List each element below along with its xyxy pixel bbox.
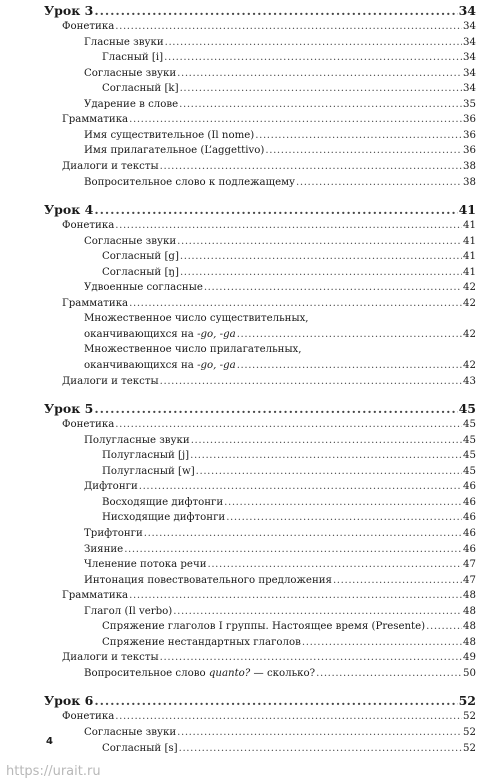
toc-entry xyxy=(84,328,476,342)
dot-leader xyxy=(173,605,462,619)
toc-entry-title: Фонетика xyxy=(62,711,115,723)
toc-entry-title: Полугласный [w] xyxy=(102,465,195,477)
toc-page-number: 52 xyxy=(463,727,476,738)
dot-leader xyxy=(204,281,462,295)
dot-leader xyxy=(94,693,457,709)
toc-page-number: 52 xyxy=(463,742,476,754)
dot-leader xyxy=(164,51,462,65)
toc-entry xyxy=(84,527,476,541)
toc-entry xyxy=(62,418,476,432)
toc-entry xyxy=(62,160,476,174)
toc-page-number: 46 xyxy=(463,527,476,539)
toc-entry-title: Фонетика xyxy=(62,21,115,32)
toc-entry-title: Спряжение нестандартных глаголов xyxy=(102,636,301,648)
toc-entry xyxy=(102,465,476,479)
toc-entry-title: Гласный [i] xyxy=(102,52,164,64)
dot-leader xyxy=(94,202,457,218)
toc-entry xyxy=(84,36,476,50)
toc-entry-title: Фонетика xyxy=(62,419,115,431)
dot-leader xyxy=(226,511,462,525)
toc-entry xyxy=(102,511,476,525)
toc-page-number: 41 xyxy=(463,266,476,278)
dot-leader xyxy=(180,266,462,280)
toc-entry-title: Согласные звуки xyxy=(84,67,177,79)
toc-page-number: 41 xyxy=(463,220,476,232)
toc-entry-title: Восходящие дифтонги xyxy=(102,496,224,508)
toc-entry xyxy=(62,651,476,665)
dot-leader xyxy=(115,418,462,432)
toc-entry-title: Имя прилагательное (L’aggettivo) xyxy=(84,145,265,157)
toc-page-number: 34 xyxy=(463,36,476,48)
toc-entry-title: Фонетика xyxy=(62,220,115,232)
dot-leader xyxy=(190,449,462,463)
toc-page-number: 48 xyxy=(463,636,476,648)
toc-entry xyxy=(84,176,476,190)
toc-page-number: 42 xyxy=(463,360,476,371)
toc-page-number: 42 xyxy=(463,297,476,309)
toc-entry-title: Диалоги и тексты xyxy=(62,375,159,387)
toc-entry xyxy=(102,742,476,756)
toc-entry xyxy=(84,558,476,572)
dot-leader xyxy=(160,651,462,665)
toc-entry-first-line: Множественное число прилагательных, xyxy=(84,344,302,356)
toc-entry xyxy=(62,375,476,389)
toc-page-number: 46 xyxy=(463,481,476,493)
toc-entry-title: Зияние xyxy=(84,543,124,555)
dot-leader xyxy=(115,710,462,724)
toc-page-number: 36 xyxy=(463,114,476,126)
dot-leader xyxy=(255,129,462,143)
toc-lesson-heading xyxy=(44,401,476,417)
toc-entry xyxy=(84,574,476,588)
toc-entry-title: Трифтонги xyxy=(84,527,143,539)
toc-page-number: 45 xyxy=(463,450,476,462)
dot-leader xyxy=(237,328,462,342)
dot-leader xyxy=(302,636,462,650)
dot-leader xyxy=(129,297,462,311)
toc-lesson-title: Урок 6 xyxy=(44,693,94,709)
toc-entry xyxy=(102,620,476,634)
toc-entry xyxy=(102,250,476,264)
dot-leader xyxy=(129,113,462,127)
toc-entry-title: Глагол (Il verbo) xyxy=(84,605,173,617)
toc-entry-title: Имя существительное (Il nome) xyxy=(84,129,255,141)
toc-entry-title: Согласный [s] xyxy=(102,742,178,754)
dot-leader xyxy=(160,375,462,389)
toc-entry xyxy=(102,82,476,96)
toc-page-number: 34 xyxy=(463,67,476,79)
toc-entry-title: Согласные звуки xyxy=(84,235,177,247)
toc-page-number: 46 xyxy=(463,496,476,508)
toc-entry xyxy=(102,51,476,65)
toc-page-number: 34 xyxy=(463,52,476,64)
toc-page-number: 46 xyxy=(463,512,476,524)
dot-leader xyxy=(180,82,462,96)
dot-leader xyxy=(316,667,462,681)
toc-lesson-title: Урок 5 xyxy=(44,401,94,417)
toc-entry-first-line: Множественное число существительных, xyxy=(84,313,309,325)
toc-lesson-title: Урок 4 xyxy=(44,202,94,218)
dot-leader xyxy=(124,543,462,557)
toc-page-number: 36 xyxy=(463,145,476,157)
toc-page-number: 43 xyxy=(463,375,476,387)
toc-entry xyxy=(62,113,476,127)
toc-entry xyxy=(62,710,476,724)
toc-entry xyxy=(84,98,476,112)
toc-entry xyxy=(102,636,476,650)
toc-entry-title: Нисходящие дифтонги xyxy=(102,512,226,524)
toc-entry xyxy=(84,281,476,295)
toc-entry xyxy=(84,543,476,557)
toc-entry xyxy=(62,589,476,603)
toc-page-number: 46 xyxy=(463,543,476,555)
toc-page-number: 38 xyxy=(463,176,476,188)
toc-entry xyxy=(84,129,476,143)
toc-entry-title: Членение потока речи xyxy=(84,559,207,571)
toc-entry-title: Вопросительное слово quanto? — сколько? xyxy=(84,667,316,679)
toc-page-number: 35 xyxy=(463,98,476,110)
dot-leader xyxy=(333,574,462,588)
toc-entry-title: Диалоги и тексты xyxy=(62,160,159,172)
dot-leader xyxy=(94,401,457,417)
toc-page-number: 45 xyxy=(463,419,476,431)
toc-entry xyxy=(84,235,476,249)
dot-leader xyxy=(224,496,462,510)
toc-entry-title: Согласный [k] xyxy=(102,83,179,95)
toc-entry-title: Гласные звуки xyxy=(84,36,164,48)
dot-leader xyxy=(196,465,462,479)
dot-leader xyxy=(115,219,462,233)
toc-entry xyxy=(62,297,476,311)
toc-entry xyxy=(62,20,476,34)
toc-page-number: 48 xyxy=(463,621,476,633)
toc-entry xyxy=(62,219,476,233)
toc-entry-title: Полугласный [j] xyxy=(102,450,190,462)
toc-lesson-title: Урок 3 xyxy=(44,3,94,18)
dot-leader xyxy=(179,98,462,112)
toc-lesson-heading xyxy=(44,202,476,218)
dot-leader xyxy=(115,20,462,34)
toc-entry-title: Дифтонги xyxy=(84,481,138,493)
toc-entry xyxy=(84,434,476,448)
toc-page-number: 45 xyxy=(463,434,476,446)
toc-entry-title: Вопросительное слово к подлежащему xyxy=(84,176,296,188)
toc-entry-title: оканчивающихся на -go, -ga xyxy=(84,328,236,340)
dot-leader xyxy=(296,176,462,190)
toc-lesson-heading xyxy=(44,693,476,709)
dot-leader xyxy=(94,3,457,19)
toc-entry-title: Интонация повествовательного предложения xyxy=(84,574,332,586)
dot-leader xyxy=(179,742,462,756)
dot-leader xyxy=(144,527,462,541)
toc-entry-title: Согласные звуки xyxy=(84,727,177,738)
dot-leader xyxy=(265,144,462,158)
toc-entry-title: Спряжение глаголов I группы. Настоящее время (Presente) xyxy=(102,621,426,633)
toc-entry-title: оканчивающихся на -go, -ga xyxy=(84,360,236,371)
toc-page-number: 50 xyxy=(463,667,476,679)
dot-leader xyxy=(129,589,462,603)
dot-leader xyxy=(177,726,462,740)
dot-leader xyxy=(139,480,462,494)
dot-leader xyxy=(180,250,462,264)
toc-entry xyxy=(102,496,476,510)
dot-leader xyxy=(160,160,462,174)
toc-page-number: 47 xyxy=(463,574,476,586)
toc-page-number: 34 xyxy=(463,21,476,32)
toc-entry-title: Диалоги и тексты xyxy=(62,652,159,664)
toc-entry xyxy=(102,449,476,463)
toc-entry-title: Грамматика xyxy=(62,297,129,309)
toc-entry-title: Грамматика xyxy=(62,114,129,126)
dot-leader xyxy=(177,235,462,249)
toc-entry xyxy=(84,605,476,619)
toc-page-number: 47 xyxy=(463,559,476,571)
page-number: 4 xyxy=(46,736,53,747)
toc-entry-title: Удвоенные согласные xyxy=(84,282,203,294)
toc-page-number: 41 xyxy=(458,202,476,218)
toc-page-number: 42 xyxy=(463,282,476,294)
toc-entry xyxy=(84,144,476,158)
toc-entry xyxy=(84,67,476,81)
toc-page-number: 41 xyxy=(463,251,476,263)
toc-page-number: 36 xyxy=(463,129,476,141)
dot-leader xyxy=(177,67,462,81)
toc-entry xyxy=(84,667,476,681)
dot-leader xyxy=(165,36,462,50)
toc-page-number: 41 xyxy=(463,235,476,247)
toc-page-number: 45 xyxy=(463,465,476,477)
toc-entry-title: Грамматика xyxy=(62,590,129,602)
dot-leader xyxy=(426,620,462,634)
toc-entry xyxy=(84,726,476,740)
dot-leader xyxy=(237,359,462,373)
dot-leader xyxy=(191,434,462,448)
toc-entry xyxy=(102,266,476,280)
watermark: https://urait.ru xyxy=(6,764,101,779)
toc-entry-title: Ударение в слове xyxy=(84,98,179,110)
toc-page-number: 38 xyxy=(463,160,476,172)
toc-entry-title: Согласный [g] xyxy=(102,251,179,263)
toc-page-number: 34 xyxy=(458,3,476,18)
toc-page-number: 42 xyxy=(463,328,476,340)
toc-page-number: 48 xyxy=(463,605,476,617)
toc-entry xyxy=(84,359,476,373)
toc-page-number: 34 xyxy=(463,83,476,95)
toc-page-number: 52 xyxy=(458,693,476,709)
toc-entry-title: Согласный [ŋ] xyxy=(102,266,179,278)
toc-page-number: 52 xyxy=(463,711,476,723)
toc-page-number: 45 xyxy=(458,401,476,417)
toc-page-number: 49 xyxy=(463,652,476,664)
toc-page-number: 48 xyxy=(463,590,476,602)
toc-entry-title: Полугласные звуки xyxy=(84,434,190,446)
toc-lesson-heading xyxy=(44,3,476,19)
dot-leader xyxy=(208,558,463,572)
toc-entry xyxy=(84,480,476,494)
